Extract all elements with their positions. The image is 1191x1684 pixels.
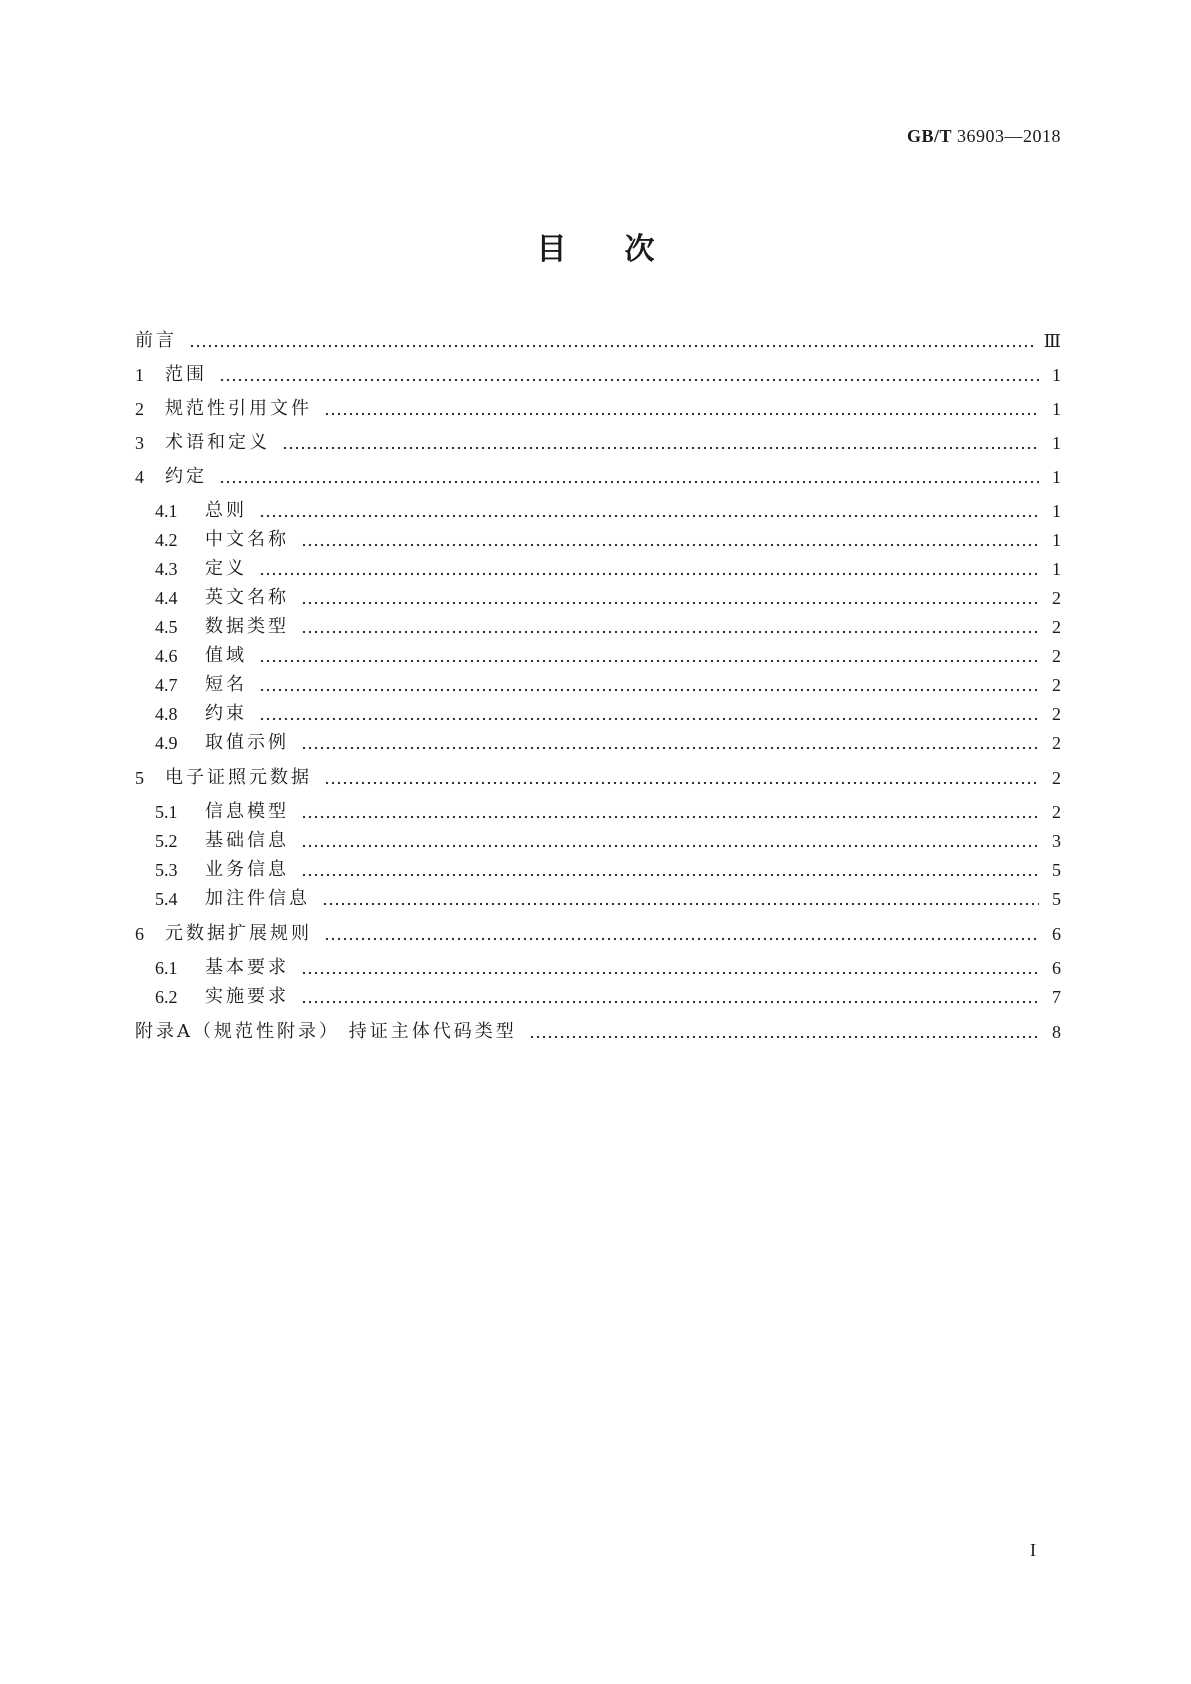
dot-leader: [324, 765, 1039, 791]
toc-entry-page: 5: [1052, 889, 1061, 909]
dot-leader: [301, 984, 1039, 1010]
dot-leader: [301, 585, 1039, 611]
dot-leader: [259, 498, 1039, 524]
toc-entry-number: 2: [135, 399, 144, 419]
dot-leader: [301, 828, 1039, 854]
toc-entry-label: 业务信息: [205, 859, 289, 880]
page-title: 目次: [536, 232, 713, 267]
toc-entry-number: 4.2: [155, 530, 178, 550]
standard-number: 36903—2018: [957, 126, 1061, 146]
toc-entry[interactable]: [135, 362, 1061, 388]
toc-entry-page: 8: [1052, 1022, 1061, 1042]
toc-entry-label: 中文名称: [205, 529, 289, 550]
dot-leader: [324, 921, 1039, 947]
dot-leader: [301, 857, 1039, 883]
toc-entry-label: 规范性引用文件: [165, 398, 312, 419]
toc-entry-label: 基本要求: [205, 957, 289, 978]
toc-entry-number: 4.7: [155, 675, 178, 695]
toc-entry-number: 5: [135, 768, 144, 788]
toc-entry-label: 短名: [205, 674, 247, 695]
dot-leader: [259, 643, 1039, 669]
toc-entry[interactable]: [155, 701, 1061, 727]
toc-entry-number: 4.3: [155, 559, 178, 579]
toc-entry-label: 总则: [205, 500, 247, 521]
toc-entry-label: 加注件信息: [205, 888, 310, 909]
dot-leader: [219, 464, 1039, 490]
toc-entry-page: 2: [1052, 675, 1061, 695]
toc-entry-page: 2: [1052, 617, 1061, 637]
toc-entry-label: 范围: [165, 364, 207, 385]
toc-entry-number: 4.4: [155, 588, 178, 608]
dot-leader: [301, 799, 1039, 825]
toc-entry-number: 1: [135, 365, 144, 385]
toc-entry-page: 1: [1052, 559, 1061, 579]
toc-entry-number: 5.1: [155, 802, 178, 822]
toc-entry[interactable]: [155, 527, 1061, 553]
toc-entry-page: 1: [1052, 501, 1061, 521]
toc-entry-label: 基础信息: [205, 830, 289, 851]
toc-entry[interactable]: [155, 886, 1061, 912]
dot-leader: [301, 527, 1039, 553]
toc-entry-number: 6.1: [155, 958, 178, 978]
standard-code: [907, 126, 1061, 147]
toc-entry-label: 前言: [135, 330, 177, 351]
toc-entry-page: 1: [1052, 467, 1061, 487]
toc-entry-label: 元数据扩展规则: [165, 923, 312, 944]
toc-entry-label: 附录A（规范性附录） 持证主体代码类型: [135, 1021, 517, 1042]
toc-entry[interactable]: [135, 1019, 1061, 1045]
page-number: I: [1030, 1540, 1036, 1560]
toc-entry-page: 7: [1052, 987, 1061, 1007]
dot-leader: [529, 1019, 1039, 1045]
toc-entry-page: 2: [1052, 733, 1061, 753]
toc-entry[interactable]: [155, 556, 1061, 582]
dot-leader: [324, 396, 1039, 422]
toc-entry-number: 4.1: [155, 501, 178, 521]
standard-prefix: GB/T: [906, 126, 952, 146]
dot-leader: [259, 701, 1039, 727]
toc-entry-page: 1: [1052, 365, 1061, 385]
toc-entry-label: 定义: [205, 558, 247, 579]
toc-entry[interactable]: [135, 430, 1061, 456]
toc-entry-number: 5.2: [155, 831, 178, 851]
toc-entry-page: 5: [1052, 860, 1061, 880]
toc-entry-label: 电子证照元数据: [165, 767, 312, 788]
toc-entry-number: 4.5: [155, 617, 178, 637]
toc-entry-page: 3: [1052, 831, 1061, 851]
toc-entry[interactable]: [135, 328, 1061, 354]
toc-entry-number: 4.6: [155, 646, 178, 666]
toc-entry-label: 英文名称: [205, 587, 289, 608]
toc-entry-label: 实施要求: [205, 986, 289, 1007]
toc-entry-page: 2: [1052, 588, 1061, 608]
toc-entry-number: 4.8: [155, 704, 178, 724]
toc-entry[interactable]: [155, 828, 1061, 854]
toc-entry[interactable]: [155, 498, 1061, 524]
dot-leader: [322, 886, 1039, 912]
toc-entry-page: 1: [1052, 433, 1061, 453]
toc-entry-number: 5.4: [155, 889, 178, 909]
toc-entry-page: 2: [1052, 704, 1061, 724]
dot-leader: [259, 556, 1039, 582]
toc-entry-number: 4: [135, 467, 144, 487]
toc-entry-number: 6.2: [155, 987, 178, 1007]
dot-leader: [219, 362, 1039, 388]
dot-leader: [301, 730, 1039, 756]
toc-entry-label: 值域: [205, 645, 247, 666]
dot-leader: [301, 614, 1039, 640]
toc-entry[interactable]: [155, 799, 1061, 825]
toc-entry-label: 信息模型: [205, 801, 289, 822]
toc-entry[interactable]: [135, 464, 1061, 490]
toc-entry-page: 1: [1052, 399, 1061, 419]
toc-entry[interactable]: [155, 643, 1061, 669]
toc-entry-page: 2: [1052, 768, 1061, 788]
dot-leader: [189, 328, 1034, 354]
toc-entry[interactable]: [155, 730, 1061, 756]
toc-entry[interactable]: [155, 857, 1061, 883]
toc-entry-label: 术语和定义: [165, 432, 270, 453]
toc-entry-number: 5.3: [155, 860, 178, 880]
toc-entry-number: 6: [135, 924, 144, 944]
toc-entry-page: 2: [1052, 646, 1061, 666]
toc-entry-number: 4.9: [155, 733, 178, 753]
toc-entry[interactable]: [135, 921, 1061, 947]
toc-entry[interactable]: [135, 396, 1061, 422]
toc-entry-label: 数据类型: [205, 616, 289, 637]
toc-entry-page: 6: [1052, 958, 1061, 978]
dot-leader: [259, 672, 1039, 698]
toc-entry[interactable]: [155, 614, 1061, 640]
toc-entry[interactable]: [155, 585, 1061, 611]
toc-entry-page: 2: [1052, 802, 1061, 822]
toc-entry[interactable]: [135, 765, 1061, 791]
dot-leader: [282, 430, 1039, 456]
toc-entry[interactable]: [155, 672, 1061, 698]
toc-entry-label: 约束: [205, 703, 247, 724]
toc-entry-page: 6: [1052, 924, 1061, 944]
toc-entry-label: 约定: [165, 466, 207, 487]
toc-entry-label: 取值示例: [205, 732, 289, 753]
toc-entry-number: 3: [135, 433, 144, 453]
dot-leader: [301, 955, 1039, 981]
toc-entry-page: Ⅲ: [1043, 331, 1061, 351]
toc-entry-page: 1: [1052, 530, 1061, 550]
toc-entry[interactable]: [155, 955, 1061, 981]
toc-entry[interactable]: [155, 984, 1061, 1010]
